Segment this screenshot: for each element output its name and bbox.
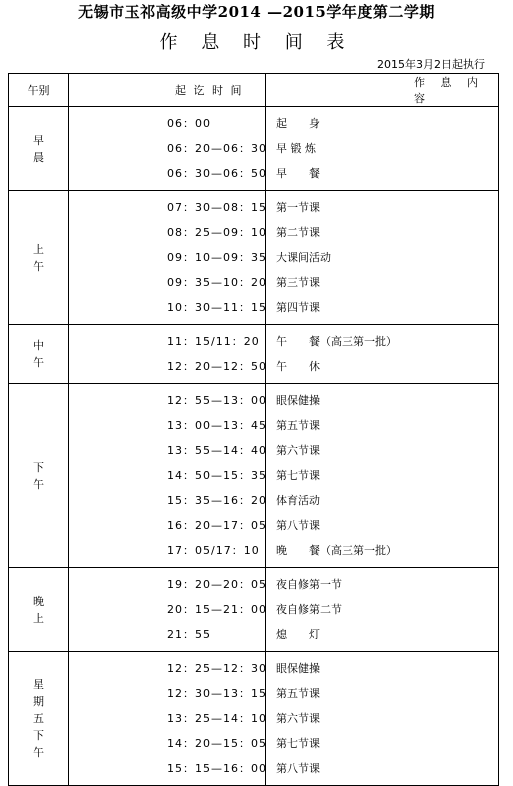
activity-cell: 眼保健操 [276, 394, 320, 407]
time-list [69, 384, 266, 568]
schedule-body [9, 107, 499, 786]
time-list [69, 568, 266, 652]
column-header-time: 起 讫 时 间 [69, 74, 266, 107]
schedule-table [8, 73, 499, 786]
activity-cell: 大课间活动 [276, 251, 331, 264]
period-char: 五 [33, 712, 44, 725]
period-char: 午 [33, 477, 44, 491]
time-list [69, 107, 266, 191]
time-list [69, 191, 266, 325]
period-char: 晚 [33, 594, 44, 608]
activity-cell: 早 餐 [276, 167, 320, 180]
period-char: 早 [33, 133, 44, 147]
period-char: 上 [33, 242, 44, 256]
activity-cell: 第二节课 [276, 226, 320, 239]
time-cell: 13：00—13：45 [167, 419, 267, 432]
period-char: 中 [33, 339, 44, 352]
table-header-row [9, 74, 499, 107]
activity-list [266, 568, 499, 652]
column-header-period: 午别 [9, 74, 69, 107]
activity-cell: 第五节课 [276, 419, 320, 432]
period-char: 下 [33, 729, 44, 742]
time-cell: 12：55—13：00 [167, 394, 267, 407]
time-cell: 13：55—14：40 [167, 444, 267, 457]
activity-cell: 熄 灯 [276, 628, 320, 641]
activity-cell: 第四节课 [276, 301, 320, 314]
time-cell: 15：15—16：00 [167, 762, 267, 775]
activity-cell: 起 身 [276, 117, 320, 130]
activity-cell: 夜自修第一节 [276, 578, 342, 591]
schedule-section [9, 191, 499, 325]
activity-list [266, 384, 499, 568]
time-cell: 10：30—11：15 [167, 301, 267, 314]
time-cell: 14：50—15：35 [167, 469, 267, 482]
time-cell: 12：20—12：50 [167, 360, 267, 373]
schedule-section [9, 652, 499, 786]
period-label [9, 384, 69, 568]
schedule-title: 作 息 时 间 表 [159, 32, 354, 53]
activity-cell: 体育活动 [276, 494, 320, 507]
activity-cell: 第七节课 [276, 737, 320, 750]
activity-cell: 第六节课 [276, 712, 320, 725]
period-char: 期 [33, 695, 44, 708]
time-cell: 11：15/11：20 [167, 335, 260, 348]
column-header-activity: 作 息 内 容 [266, 74, 499, 107]
time-cell: 15：35—16：20 [167, 494, 267, 507]
time-cell: 09：35—10：20 [167, 276, 267, 289]
period-char: 午 [33, 356, 44, 369]
schedule-section [9, 107, 499, 191]
activity-cell: 午 休 [276, 360, 320, 373]
time-cell: 16：20—17：05 [167, 519, 267, 532]
time-cell: 06：30—06：50 [167, 167, 267, 180]
period-char: 下 [33, 460, 44, 474]
activity-cell: 夜自修第二节 [276, 603, 342, 616]
period-label [9, 325, 69, 384]
activity-cell: 第三节课 [276, 276, 320, 289]
time-cell: 09：10—09：35 [167, 251, 267, 264]
period-label [9, 191, 69, 325]
period-label [9, 652, 69, 786]
time-cell: 12：25—12：30 [167, 662, 267, 675]
time-list [69, 325, 266, 384]
period-char: 星 [33, 678, 44, 691]
period-char: 午 [33, 259, 44, 273]
activity-cell: 第七节课 [276, 469, 320, 482]
time-cell: 06：00 [167, 117, 211, 130]
time-cell: 21：55 [167, 628, 211, 641]
activity-cell: 晚 餐（高三第一批） [276, 544, 397, 557]
activity-cell: 早 锻 炼 [276, 142, 316, 155]
time-list [69, 652, 266, 786]
schedule-section [9, 325, 499, 384]
activity-cell: 第八节课 [276, 762, 320, 775]
time-cell: 14：20—15：05 [167, 737, 267, 750]
time-cell: 06：20—06：30 [167, 142, 267, 155]
period-char: 午 [33, 746, 44, 759]
time-cell: 08：25—09：10 [167, 226, 267, 239]
period-char: 晨 [33, 150, 44, 164]
time-cell: 07：30—08：15 [167, 201, 267, 214]
activity-list [266, 107, 499, 191]
activity-cell: 第五节课 [276, 687, 320, 700]
activity-cell: 第六节课 [276, 444, 320, 457]
schedule-section [9, 384, 499, 568]
activity-cell: 第八节课 [276, 519, 320, 532]
activity-cell: 第一节课 [276, 201, 320, 214]
time-cell: 12：30—13：15 [167, 687, 267, 700]
effective-date-note: 2015年3月2日起执行 [377, 58, 485, 71]
time-cell: 13：25—14：10 [167, 712, 267, 725]
period-label [9, 107, 69, 191]
activity-list [266, 652, 499, 786]
time-cell: 20：15—21：00 [167, 603, 267, 616]
activity-cell: 午 餐（高三第一批） [276, 335, 397, 348]
period-label [9, 568, 69, 652]
school-title: 无锡市玉祁高级中学2014 —2015学年度第二学期 [78, 3, 435, 21]
schedule-section [9, 568, 499, 652]
activity-cell: 眼保健操 [276, 662, 320, 675]
activity-list [266, 191, 499, 325]
time-cell: 17：05/17：10 [167, 544, 260, 557]
time-cell: 19：20—20：05 [167, 578, 267, 591]
period-char: 上 [33, 611, 44, 625]
activity-list [266, 325, 499, 384]
